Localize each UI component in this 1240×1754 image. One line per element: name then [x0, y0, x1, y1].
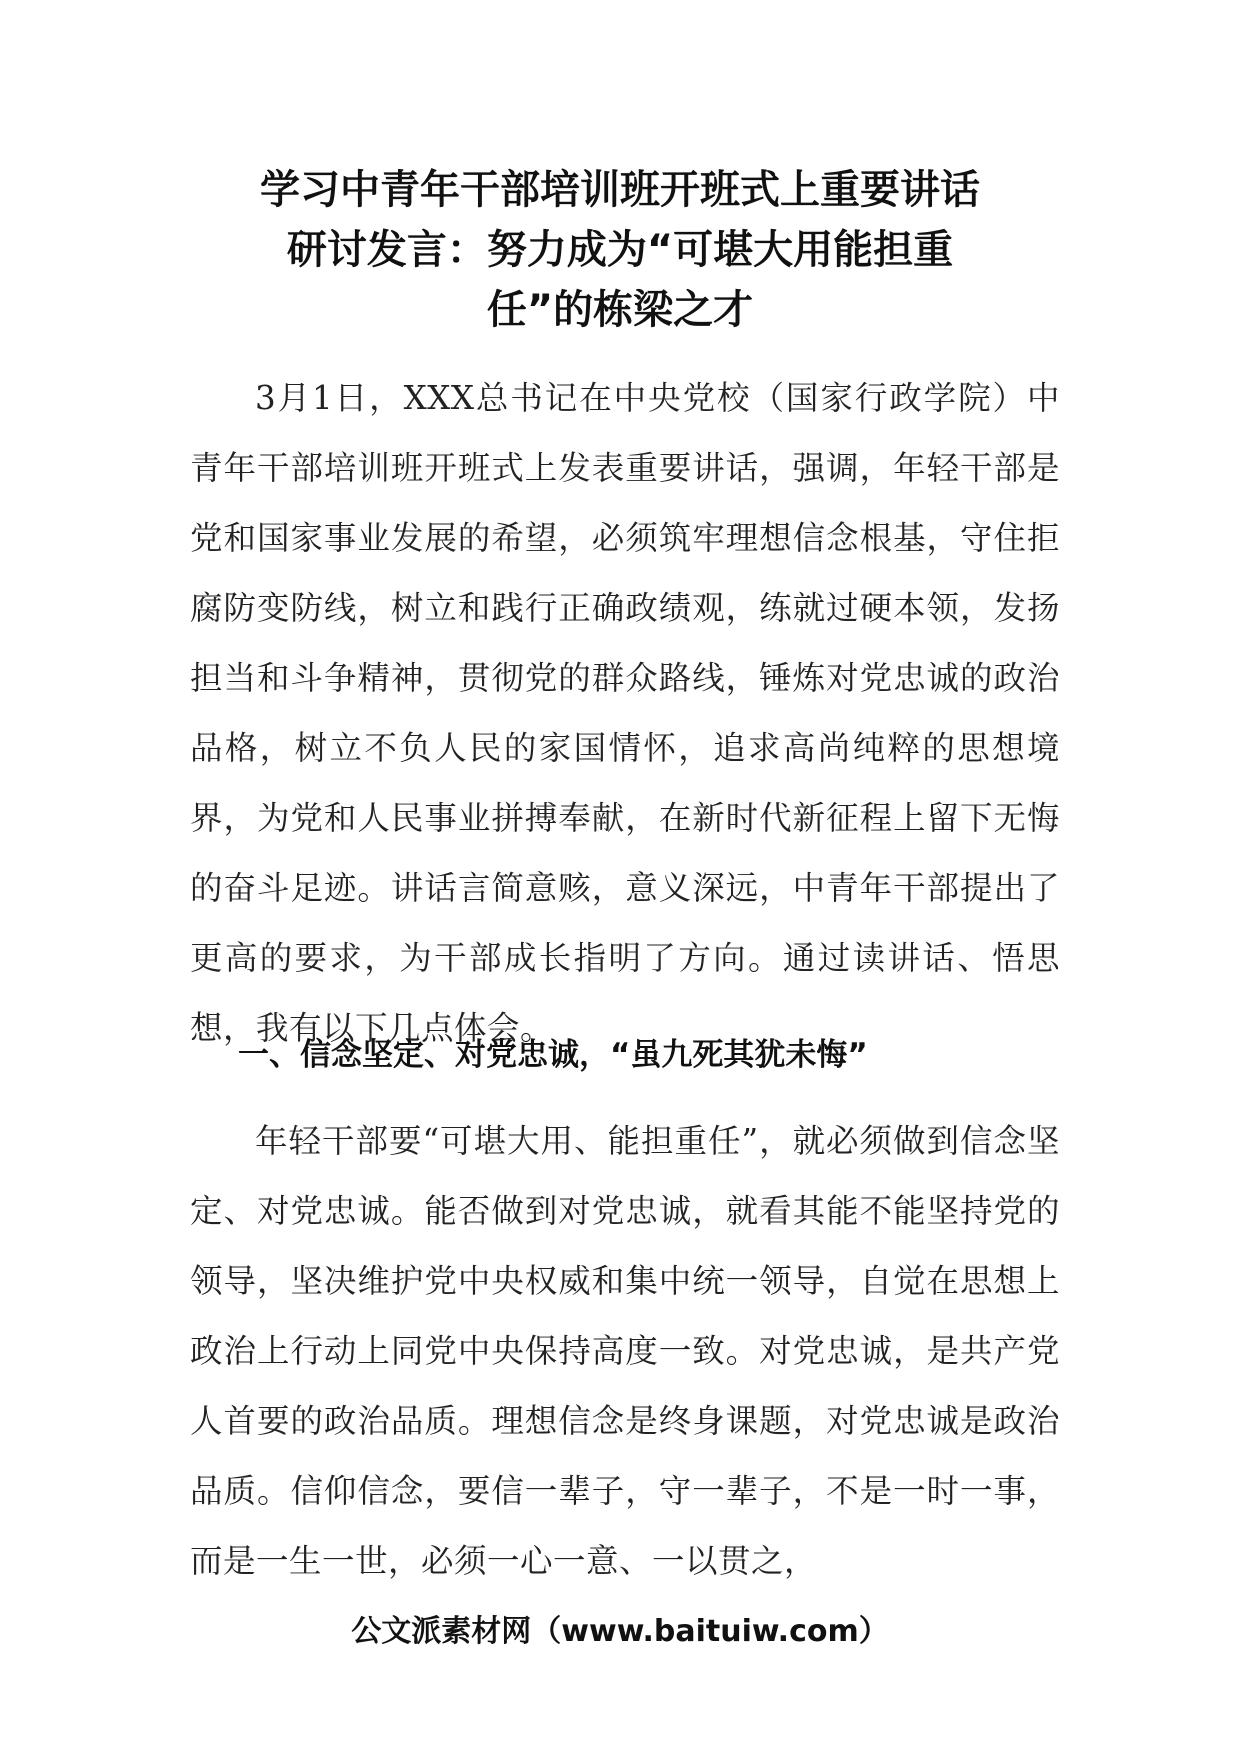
intro-paragraph: 3月1日，XXX总书记在中央党校（国家行政学院）中青年干部培训班开班式上发表重要讲话，强调，年轻干部是党和国家事业发展的希望，必须筑牢理想信念根基，守住拒腐防变防线，树立和践行正确政绩观，练就过硬本领，发扬担当和斗争精神，贯彻党的群众路线，锤炼对党忠诚的政治品格，树立不负人民的家国情怀，追求高尚纯粹的思想境界，为党和人民事业拼搏奉献，在新时代新征程上留下无悔的奋斗足迹。讲话言简意赅，意义深远，中青年干部提出了更高的要求，为干部成长指明了方向。通过读讲话、悟思想，我有以下几点体会。 — [190, 379, 1060, 1047]
title-line-2: 研讨发言：努力成为“可堪大用能担重 — [286, 227, 954, 273]
section-1-body — [190, 1106, 1060, 1596]
document-title — [190, 160, 1050, 340]
intro-section — [190, 363, 1060, 1063]
section-heading-1: 一、信念坚定、对党忠诚，“虽九死其犹未悔” — [238, 1037, 868, 1073]
title-line-1: 学习中青年干部培训班开班式上重要讲话 — [260, 167, 980, 213]
section-1-paragraph: 年轻干部要“可堪大用、能担重任”，就必须做到信念坚定、对党忠诚。能否做到对党忠诚，就看其能不能坚持党的领导，坚决维护党中央权威和集中统一领导，自觉在思想上政治上行动上同党中央保持高度一致。对党忠诚，是共产党人首要的政治品质。理想信念是终身课题，对党忠诚是政治品质。信仰信念，要信一辈子，守一辈子，不是一时一事，而是一生一世，必须一心一意、一以贯之， — [190, 1122, 1060, 1580]
title-line-3: 任”的栋梁之才 — [486, 287, 754, 333]
page-footer: 公文派素材网（www.baituiw.com） — [351, 1614, 889, 1649]
